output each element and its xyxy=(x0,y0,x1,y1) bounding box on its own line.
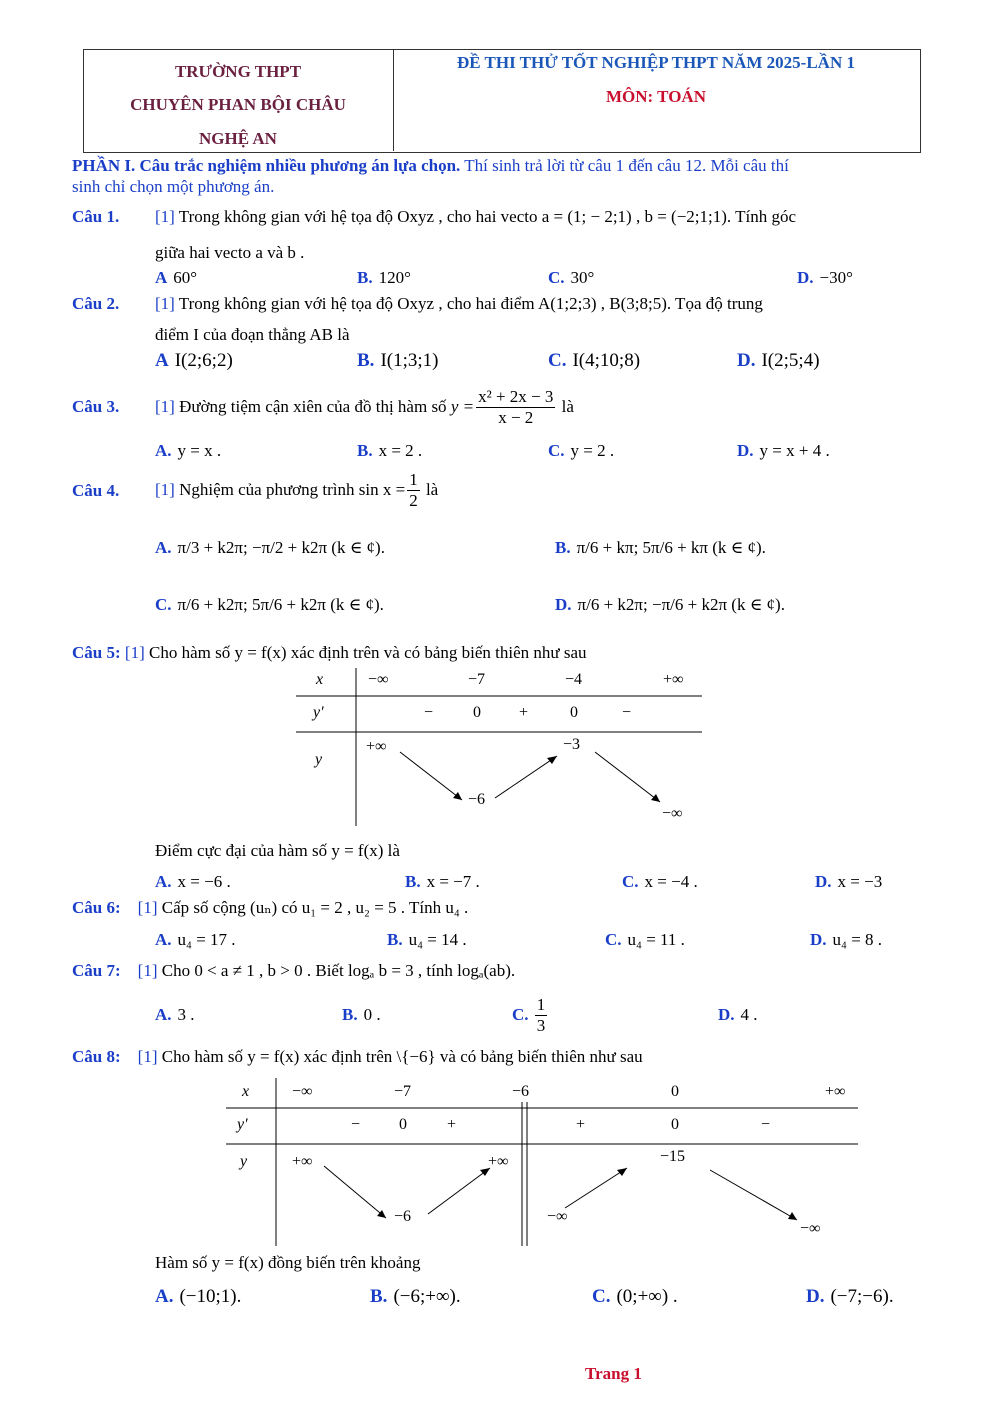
q7-level: [1] xyxy=(137,961,158,980)
option-text: π/6 + kπ; 5π/6 + kπ (k ∈ ¢). xyxy=(576,538,766,557)
q5-x-value: −∞ xyxy=(368,671,389,688)
q5-yp-label: y′ xyxy=(313,704,324,721)
option-text: u₄ = 8 . xyxy=(832,930,883,949)
part1-title: PHẦN I. Câu trắc nghiệm nhiều phương án lựa chọn. xyxy=(72,156,461,175)
q8-yp-sign: + xyxy=(576,1116,586,1133)
q5-yp-sign: − xyxy=(424,704,434,721)
option-text: x = −7 . xyxy=(426,872,480,891)
q4-level: [1] xyxy=(155,480,175,499)
q7-option-c-label: C. xyxy=(512,1005,529,1024)
option-letter: C. xyxy=(592,1286,611,1307)
q5-option-a[interactable] xyxy=(155,872,231,892)
q6-option-a[interactable] xyxy=(155,930,236,950)
q4-option-a[interactable] xyxy=(155,538,385,558)
option-letter: C. xyxy=(622,872,639,891)
part1-line1 xyxy=(72,156,789,176)
q5-y-value: −∞ xyxy=(662,805,683,822)
q8-y-value: −∞ xyxy=(800,1220,821,1237)
option-letter: A. xyxy=(155,441,172,460)
q5-y-value: +∞ xyxy=(366,738,387,755)
q5-level: [1] xyxy=(124,643,145,662)
q1-level: [1] xyxy=(155,207,175,226)
q6-text: Cấp số cộng (uₙ) có u₁ = 2 , u₂ = 5 . Tính u₄ . xyxy=(161,898,469,917)
option-text: I(2;6;2) xyxy=(174,350,233,371)
option-letter: B. xyxy=(357,268,373,287)
option-text: 4 . xyxy=(740,1005,758,1024)
option-letter: B. xyxy=(387,930,403,949)
q6-option-b[interactable] xyxy=(387,930,467,950)
subject: MÔN: TOÁN xyxy=(606,87,706,106)
page-number: Trang 1 xyxy=(585,1364,642,1383)
q3-option-d[interactable] xyxy=(737,441,830,461)
option-letter: B. xyxy=(555,538,571,557)
q8-text-line xyxy=(72,1047,643,1067)
q6-text-line xyxy=(72,898,468,918)
option-letter: D. xyxy=(815,872,832,891)
q4-option-d[interactable] xyxy=(555,595,785,615)
q7-option-c-denominator: 3 xyxy=(536,1015,546,1035)
option-text: (−7;−6). xyxy=(830,1286,894,1307)
q5-x-value: −4 xyxy=(565,671,583,688)
option-letter: C. xyxy=(548,441,565,460)
q5-y-label: y xyxy=(315,751,323,768)
q3-func-denominator: x − 2 xyxy=(498,407,534,427)
option-letter: D. xyxy=(737,350,756,371)
q5-yp-sign: − xyxy=(622,704,632,721)
option-text: 60° xyxy=(173,268,198,287)
school-name-line3: NGHỆ AN xyxy=(199,129,277,148)
school-name-line2: CHUYÊN PHAN BỘI CHÂU xyxy=(130,95,346,114)
q3-level: [1] xyxy=(155,397,175,416)
option-text: I(2;5;4) xyxy=(761,350,820,371)
q4-rhs-numerator: 1 xyxy=(409,469,418,489)
q7-option-b[interactable] xyxy=(342,1005,381,1025)
q3-text-line xyxy=(155,383,574,431)
option-text: u₄ = 14 . xyxy=(408,930,467,949)
q8-y-label: y xyxy=(240,1153,248,1170)
option-letter: A. xyxy=(155,872,172,891)
q7-option-c-fraction xyxy=(535,995,548,1036)
q8-yp-label: y′ xyxy=(237,1116,248,1133)
q8-option-b[interactable] xyxy=(370,1286,461,1308)
q5-label: Câu 5: xyxy=(72,643,121,662)
option-text: x = −3 xyxy=(837,872,883,891)
q8-option-d[interactable] xyxy=(806,1286,894,1308)
q5-question: Điểm cực đại của hàm số y = f(x) là xyxy=(155,841,400,860)
q2-option-c[interactable] xyxy=(548,350,640,372)
q8-x-label: x xyxy=(242,1083,250,1100)
part1-instruction-1: Thí sinh trả lời từ câu 1 đến câu 12. Mỗi câu thí xyxy=(460,156,789,175)
q3-text-end: là xyxy=(561,397,574,416)
option-letter: C. xyxy=(548,268,565,287)
option-text: 0 . xyxy=(363,1005,381,1024)
option-letter: C. xyxy=(155,595,172,614)
q8-yp-zero: 0 xyxy=(671,1116,679,1133)
q6-label: Câu 6: xyxy=(72,898,121,917)
q1-text-line2: giữa hai vecto a và b . xyxy=(155,243,305,262)
q3-func-numerator: x² + 2x − 3 xyxy=(478,386,554,406)
q8-y-value: −∞ xyxy=(547,1208,568,1225)
q8-x-value: +∞ xyxy=(825,1083,846,1100)
option-text: x = 2 . xyxy=(378,441,423,460)
q7-option-c-numerator: 1 xyxy=(536,994,546,1014)
option-text: y = x . xyxy=(177,441,222,460)
q1-option-c[interactable] xyxy=(548,268,594,288)
option-text: 30° xyxy=(570,268,595,287)
option-text: I(1;3;1) xyxy=(380,350,439,371)
q8-y-value: +∞ xyxy=(488,1153,509,1170)
q4-text-line xyxy=(155,466,438,514)
q2-text-line2: điểm I của đoạn thẳng AB là xyxy=(155,325,350,344)
option-text: 120° xyxy=(378,268,411,287)
q8-label: Câu 8: xyxy=(72,1047,121,1066)
q8-x-value: 0 xyxy=(671,1083,679,1100)
q8-yp-sign: − xyxy=(351,1116,361,1133)
option-text: (−10;1). xyxy=(179,1286,242,1307)
q2-text-line1 xyxy=(155,294,763,314)
q5-y-value: −3 xyxy=(563,736,581,753)
q8-x-value: −∞ xyxy=(292,1083,313,1100)
q8-level: [1] xyxy=(137,1047,158,1066)
option-letter: A. xyxy=(155,1286,174,1307)
option-letter: B. xyxy=(370,1286,388,1307)
option-letter: B. xyxy=(405,872,421,891)
q7-option-a[interactable] xyxy=(155,1005,195,1025)
q2-option-d[interactable] xyxy=(737,350,820,372)
option-text: I(4;10;8) xyxy=(572,350,641,371)
option-letter: B. xyxy=(357,441,373,460)
q5-y-value: −6 xyxy=(468,791,486,808)
option-text: (−6;+∞). xyxy=(393,1286,461,1307)
q5-text-line xyxy=(72,643,587,663)
option-letter: B. xyxy=(357,350,375,371)
q3-option-c[interactable] xyxy=(548,441,614,461)
option-letter: D. xyxy=(718,1005,735,1024)
q3-label: Câu 3. xyxy=(72,397,120,416)
q5-option-b[interactable] xyxy=(405,872,480,892)
option-text: u₄ = 17 . xyxy=(177,930,236,949)
option-text: y = x + 4 . xyxy=(759,441,830,460)
q8-x-value: −7 xyxy=(394,1083,412,1100)
option-text: −30° xyxy=(819,268,853,287)
q5-x-value: −7 xyxy=(468,671,486,688)
q4-rhs-denominator: 2 xyxy=(409,490,418,510)
q5-yp-zero: 0 xyxy=(473,704,481,721)
q1-label: Câu 1. xyxy=(72,207,120,226)
q7-label: Câu 7: xyxy=(72,961,121,980)
option-letter: A. xyxy=(155,930,172,949)
q4-option-c[interactable] xyxy=(155,595,384,615)
q2-option-a[interactable] xyxy=(155,350,233,372)
q8-x-value: −6 xyxy=(512,1083,530,1100)
q5-x-value: +∞ xyxy=(663,671,684,688)
q1-option-d[interactable] xyxy=(797,268,853,288)
option-letter: D. xyxy=(797,268,814,287)
q6-level: [1] xyxy=(137,898,158,917)
q1-text: Trong không gian với hệ tọa độ Oxyz , cho hai vecto a = (1; − 2;1) , b = (−2;1;1). Tính góc xyxy=(178,207,797,226)
q8-option-c[interactable] xyxy=(592,1286,678,1308)
q8-text: Cho hàm số y = f(x) xác định trên \{−6} và có bảng biến thiên như sau xyxy=(161,1047,643,1066)
q7-option-c[interactable] xyxy=(512,990,549,1040)
q2-level: [1] xyxy=(155,294,175,313)
option-letter: C. xyxy=(605,930,622,949)
q1-option-b[interactable] xyxy=(357,268,411,288)
q1-text-line1 xyxy=(155,207,796,227)
q8-question: Hàm số y = f(x) đồng biến trên khoảng xyxy=(155,1253,421,1272)
option-letter: D. xyxy=(810,930,827,949)
q5-option-c[interactable] xyxy=(622,872,698,892)
q8-yp-zero: 0 xyxy=(399,1116,407,1133)
q4-text-end: là xyxy=(425,480,439,499)
q8-yp-sign: − xyxy=(761,1116,771,1133)
q6-option-c[interactable] xyxy=(605,930,685,950)
option-letter: D. xyxy=(806,1286,825,1307)
option-text: π/6 + k2π; 5π/6 + k2π (k ∈ ¢). xyxy=(177,595,384,614)
q5-text: Cho hàm số y = f(x) xác định trên và có bảng biến thiên như sau xyxy=(148,643,587,662)
q3-text: Đường tiệm cận xiên của đồ thị hàm số xyxy=(179,397,447,416)
q3-option-b[interactable] xyxy=(357,441,422,461)
option-text: π/6 + k2π; −π/6 + k2π (k ∈ ¢). xyxy=(577,595,785,614)
q2-option-b[interactable] xyxy=(357,350,438,372)
q3-func-lhs: y = xyxy=(450,397,475,416)
q5-x-label: x xyxy=(316,671,324,688)
q8-y-value: +∞ xyxy=(292,1153,313,1170)
q8-option-a[interactable] xyxy=(155,1286,241,1308)
option-text: x = −6 . xyxy=(177,872,231,891)
option-letter: A xyxy=(155,350,169,371)
option-text: u₄ = 11 . xyxy=(627,930,685,949)
q5-option-d[interactable] xyxy=(815,872,882,892)
q1-option-a[interactable] xyxy=(155,268,197,288)
option-letter: A. xyxy=(155,538,172,557)
option-text: (0;+∞) . xyxy=(616,1286,678,1307)
q8-table-text xyxy=(220,1078,865,1248)
q5-table-text xyxy=(290,668,710,828)
q4-text: Nghiệm của phương trình sin x = xyxy=(179,480,406,499)
option-letter: A xyxy=(155,268,168,287)
option-text: π/3 + k2π; −π/2 + k2π (k ∈ ¢). xyxy=(177,538,385,557)
q2-label: Câu 2. xyxy=(72,294,120,313)
q7-text-line xyxy=(72,961,515,981)
option-letter: D. xyxy=(737,441,754,460)
school-name-line1: TRƯỜNG THPT xyxy=(174,62,302,81)
option-text: x = −4 . xyxy=(644,872,698,891)
q5-yp-sign: + xyxy=(519,704,529,721)
option-text: y = 2 . xyxy=(570,441,615,460)
q4-option-b[interactable] xyxy=(555,538,766,558)
q7-text: Cho 0 < a ≠ 1 , b > 0 . Biết logₐ b = 3 , tính logₐ(ab). xyxy=(161,961,516,980)
q3-fraction xyxy=(476,387,555,428)
q3-option-a[interactable] xyxy=(155,441,221,461)
q5-yp-zero: 0 xyxy=(570,704,578,721)
q8-yp-sign: + xyxy=(447,1116,457,1133)
q7-option-d[interactable] xyxy=(718,1005,758,1025)
exam-title: ĐỀ THI THỬ TỐT NGHIỆP THPT NĂM 2025-LẦN 1 xyxy=(456,53,855,72)
part1-instruction-2: sinh chỉ chọn một phương án. xyxy=(72,177,275,196)
option-letter: B. xyxy=(342,1005,358,1024)
q2-text: Trong không gian với hệ tọa độ Oxyz , cho hai điểm A(1;2;3) , B(3;8;5). Tọa độ trung xyxy=(178,294,763,313)
q6-option-d[interactable] xyxy=(810,930,882,950)
q8-y-value: −6 xyxy=(394,1208,412,1225)
option-letter: D. xyxy=(555,595,572,614)
option-letter: A. xyxy=(155,1005,172,1024)
option-letter: C. xyxy=(548,350,567,371)
q4-label: Câu 4. xyxy=(72,481,120,500)
option-text: 3 . xyxy=(177,1005,195,1024)
q8-y-value: −15 xyxy=(660,1148,686,1165)
q4-fraction xyxy=(407,470,420,511)
